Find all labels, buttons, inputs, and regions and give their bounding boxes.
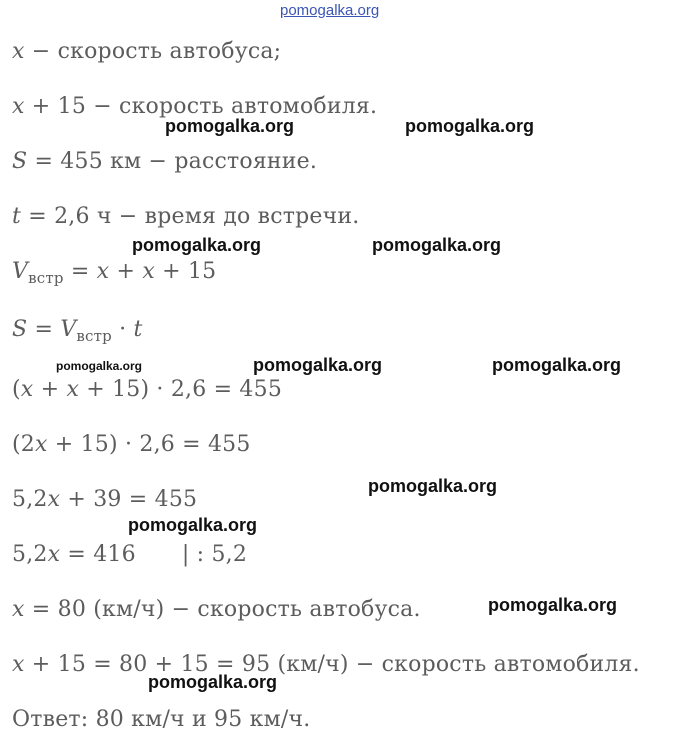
line-text: = 455 км − расстояние. — [27, 149, 318, 174]
line-text: = 2,6 ч − время до встречи. — [21, 204, 360, 229]
solution-line-8: (2x + 15) · 2,6 = 455 — [12, 432, 251, 457]
top-watermark: pomogalka.org — [280, 2, 380, 19]
watermark: pomogalka.org — [405, 116, 535, 136]
var-s: S — [12, 149, 28, 174]
watermark: pomogalka.org — [56, 359, 143, 373]
watermark: pomogalka.org — [492, 355, 622, 375]
solution-line-1 — [12, 37, 281, 67]
solution-line-7: (x + x + 15) · 2,6 = 455 — [12, 377, 283, 402]
var-v: V — [12, 259, 29, 284]
watermark: pomogalka.org — [253, 355, 383, 375]
solution-line-3 — [12, 147, 317, 177]
solution-line-9: 5,2x + 39 = 455 — [12, 487, 198, 512]
var-x: x — [12, 94, 25, 119]
solution-line-12: x + 15 = 80 + 15 = 95 (км/ч) − скорость автомобиля. — [12, 652, 640, 677]
subscript-vstr: встр — [28, 269, 64, 287]
watermark: pomogalka.org — [372, 235, 502, 255]
watermark: pomogalka.org — [132, 235, 262, 255]
watermark: pomogalka.org — [165, 116, 295, 136]
watermark: pomogalka.org — [488, 595, 618, 615]
var-t: t — [12, 204, 22, 229]
watermark: pomogalka.org — [148, 672, 278, 692]
answer-line: Ответ: 80 км/ч и 95 км/ч. — [12, 707, 311, 732]
solution-line-11: x = 80 (км/ч) − скорость автобуса. — [12, 597, 421, 622]
line-text: − скорость автобуса; — [24, 39, 282, 64]
solution-line-4 — [12, 202, 359, 232]
solution-line-5: $V_{встр} = x + x + 15$ — [12, 259, 217, 287]
divide-note: | : 5,2 — [181, 542, 248, 567]
var-x: x — [12, 39, 25, 64]
solution-line-6: $S = V_{встр} \cdot t$ — [12, 317, 143, 345]
solution-line-10: 5,2x = 416 | : 5,2 — [12, 542, 248, 567]
line-text: + 15 − скорость автомобиля. — [24, 94, 378, 119]
subscript-vstr: встр — [76, 327, 112, 345]
watermark: pomogalka.org — [368, 476, 498, 496]
watermark: pomogalka.org — [128, 515, 258, 535]
